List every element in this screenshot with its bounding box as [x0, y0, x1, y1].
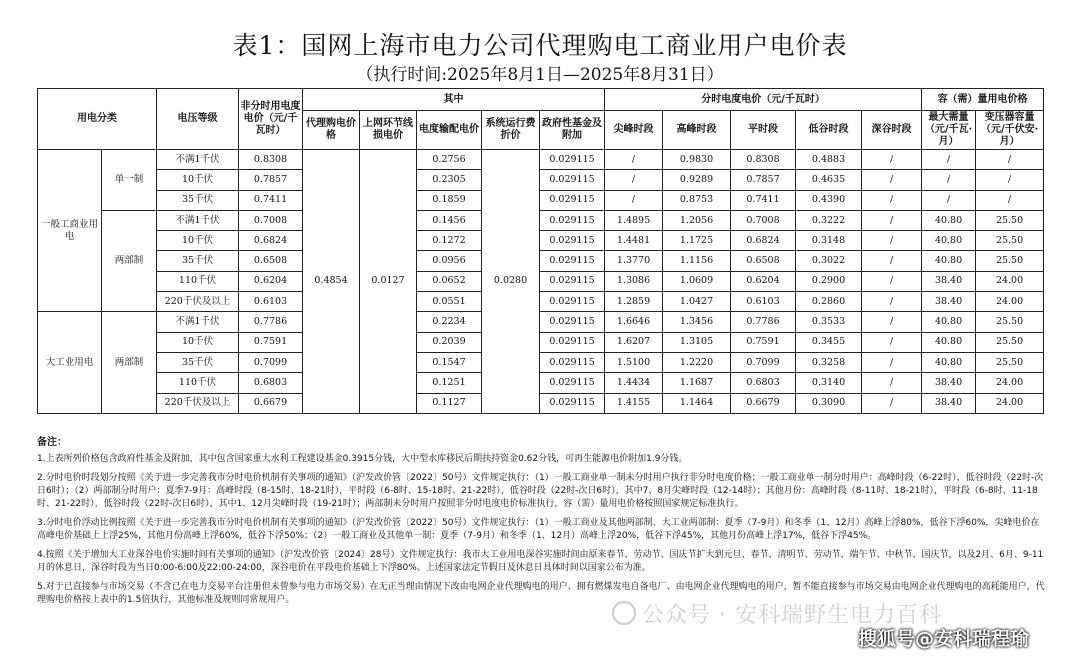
valley-cell: 0.3140	[796, 373, 862, 393]
trans-cell: /	[976, 150, 1044, 170]
flat-cell: 0.6508	[731, 251, 796, 271]
price-table-body	[38, 150, 1044, 414]
trans-cell: /	[976, 190, 1044, 210]
demand-cell: /	[922, 190, 976, 210]
notes-title: 备注：	[37, 437, 67, 448]
flat-cell: 0.7008	[731, 210, 796, 230]
transmission-cell: 0.2756	[417, 150, 482, 170]
table-row	[38, 312, 1044, 332]
valley-cell: 0.4635	[796, 170, 862, 190]
valley-cell: 0.2860	[796, 292, 862, 312]
header-deep-valley: 深谷时段	[862, 111, 922, 150]
valley-cell: 0.2900	[796, 271, 862, 291]
watermark-text: 公众号 · 安科瑞野生电力百科	[642, 603, 942, 628]
peak-cell: /	[605, 170, 663, 190]
high-cell: 1.2056	[663, 210, 731, 230]
trans-cell: 25.50	[976, 352, 1044, 372]
valley-cell: 0.3222	[796, 210, 862, 230]
peak-cell: 1.6646	[605, 312, 663, 332]
table-row	[38, 332, 1044, 352]
demand-cell: 38.40	[922, 373, 976, 393]
note-item: 5.对于已直接参与市场交易（不含已在电力交易平台注册但未曾参与电力市场交易）在无正当理由情况下改由电网企业代理购电的用户、拥有燃煤发电自备电厂、由电网企业代理购电的用户，暂不能直接参与市场交易由电网企业代理购电的高耗能用户，代理购电价格按上表中的1.5倍执行，其他标准及规则同常规用户。	[37, 582, 1045, 605]
transmission-cell: 0.1251	[417, 373, 482, 393]
header-tou: 分时电度电价（元/千瓦时）	[605, 89, 922, 111]
gov-fund-cell: 0.029115	[540, 231, 605, 251]
trans-cell: 25.50	[976, 312, 1044, 332]
price-table	[37, 88, 1044, 414]
high-cell: 1.3456	[663, 312, 731, 332]
demand-cell: /	[922, 170, 976, 190]
deep-cell: /	[862, 251, 922, 271]
gov-fund-cell: 0.029115	[540, 292, 605, 312]
transmission-cell: 0.0652	[417, 271, 482, 291]
gov-fund-cell: 0.029115	[540, 210, 605, 230]
voltage-cell: 110千伏	[157, 373, 239, 393]
high-cell: 0.9289	[663, 170, 731, 190]
deep-cell: /	[862, 271, 922, 291]
non-tou-cell: 0.7591	[239, 332, 303, 352]
voltage-cell: 不满1千伏	[157, 210, 239, 230]
valley-cell: 0.3455	[796, 332, 862, 352]
demand-cell: 40.80	[922, 251, 976, 271]
non-tou-cell: 0.7411	[239, 190, 303, 210]
high-cell: 1.1725	[663, 231, 731, 251]
valley-cell: 0.4883	[796, 150, 862, 170]
deep-cell: /	[862, 393, 922, 413]
table-row	[38, 170, 1044, 190]
flat-cell: 0.6103	[731, 292, 796, 312]
voltage-cell: 220千伏及以上	[157, 292, 239, 312]
deep-cell: /	[862, 352, 922, 372]
header-gov-fund: 政府性基金及附加	[540, 111, 605, 150]
peak-cell: 1.2859	[605, 292, 663, 312]
note-item: 3.分时电价浮动比例按照《关于进一步完善我市分时电价机制有关事项的通知》（沪发改价管〔2022〕50号）文件规定执行：（1）一般工商业及其他两部制、大工业两部制：夏季（7-9月）和冬季（1、12月）高峰上浮80%，低谷下浮60%，尖峰电价在高峰电价基础上上浮25%，其他月份高峰上浮60%，低谷下浮50%；（2）一般工商业及其他单一制：夏季（7-9月）和冬季（1、12月）高峰上浮20%，低谷下浮45%，其他月份高峰上浮17%，低谷下浮45%。	[37, 518, 1040, 541]
trans-cell: /	[976, 170, 1044, 190]
demand-cell: /	[922, 150, 976, 170]
demand-cell: 38.40	[922, 292, 976, 312]
demand-cell: 38.40	[922, 393, 976, 413]
subcategory-large-two-part: 两部制	[102, 312, 157, 413]
voltage-cell: 10千伏	[157, 170, 239, 190]
non-tou-cell: 0.6824	[239, 231, 303, 251]
valley-cell: 0.3090	[796, 393, 862, 413]
header-loss: 上网环节线损电价	[360, 111, 417, 150]
table-row	[38, 231, 1044, 251]
peak-cell: 1.6207	[605, 332, 663, 352]
high-cell: 0.8753	[663, 190, 731, 210]
transmission-cell: 0.2039	[417, 332, 482, 352]
flat-cell: 0.7411	[731, 190, 796, 210]
header-category: 用电分类	[38, 89, 157, 150]
flat-cell: 0.7857	[731, 170, 796, 190]
high-cell: 1.0427	[663, 292, 731, 312]
transmission-cell: 0.1127	[417, 393, 482, 413]
page-title: 表1：国网上海市电力公司代理购电工商业用户电价表	[232, 31, 848, 60]
flat-cell: 0.6204	[731, 271, 796, 291]
peak-cell: /	[605, 190, 663, 210]
voltage-cell: 220千伏及以上	[157, 393, 239, 413]
category-general: 一般工商业用电	[38, 150, 102, 312]
header-non-tou: 非分时用电度电价（元/千瓦时）	[239, 89, 303, 150]
non-tou-cell: 0.7857	[239, 170, 303, 190]
valley-cell: 0.3148	[796, 231, 862, 251]
deep-cell: /	[862, 150, 922, 170]
non-tou-cell: 0.6103	[239, 292, 303, 312]
trans-cell: 24.00	[976, 373, 1044, 393]
header-system-fee: 系统运行费折价	[482, 111, 540, 150]
trans-cell: 25.50	[976, 251, 1044, 271]
demand-cell: 40.80	[922, 231, 976, 251]
peak-cell: 1.4155	[605, 393, 663, 413]
voltage-cell: 10千伏	[157, 332, 239, 352]
flat-cell: 0.6824	[731, 231, 796, 251]
header-transformer: 变压器容量（元/千伏安·月）	[976, 111, 1044, 150]
gov-fund-cell: 0.029115	[540, 312, 605, 332]
deep-cell: /	[862, 312, 922, 332]
gov-fund-cell: 0.029115	[540, 150, 605, 170]
gov-fund-cell: 0.029115	[540, 271, 605, 291]
header-of-which: 其中	[303, 89, 605, 111]
category-large: 大工业用电	[38, 312, 102, 413]
peak-cell: 1.3770	[605, 251, 663, 271]
table-row	[38, 292, 1044, 312]
voltage-cell: 不满1千伏	[157, 312, 239, 332]
table-row	[38, 210, 1044, 230]
source-label: 搜狐号@安科瑞程瑜	[858, 628, 1030, 650]
note-item: 4.按照《关于增加大工业深谷电价实施时间有关事项的通知》（沪发改价管〔2024〕28号）文件规定执行：我市大工业用电深谷实施时间由原来春节、劳动节、国庆节扩大到元旦、春节、清明节、劳动节、端午节、中秋节、国庆节，以及2月、6月、9-11月的休息日，深谷时段为当日0:00-6:00及22:00-24:00，深谷电价在平段电价基础上下浮80%。上述国家法定节假日及休息日具体时间以国家公布为准。	[37, 550, 1044, 573]
header-capacity: 容（需）量用电价格	[922, 89, 1044, 111]
trans-cell: 25.50	[976, 210, 1044, 230]
deep-cell: /	[862, 170, 922, 190]
demand-cell: 40.80	[922, 352, 976, 372]
non-tou-cell: 0.8308	[239, 150, 303, 170]
demand-cell: 40.80	[922, 332, 976, 352]
demand-cell: 40.80	[922, 210, 976, 230]
shared-loss-cell: 0.0127	[360, 150, 417, 414]
header-proxy: 代理购电价格	[303, 111, 360, 150]
non-tou-cell: 0.7099	[239, 352, 303, 372]
transmission-cell: 0.2305	[417, 170, 482, 190]
table-row	[38, 251, 1044, 271]
gov-fund-cell: 0.029115	[540, 170, 605, 190]
table-row	[38, 271, 1044, 291]
voltage-cell: 10千伏	[157, 231, 239, 251]
gov-fund-cell: 0.029115	[540, 251, 605, 271]
table-row	[38, 373, 1044, 393]
high-cell: 1.1687	[663, 373, 731, 393]
gov-fund-cell: 0.029115	[540, 373, 605, 393]
high-cell: 1.0609	[663, 271, 731, 291]
transmission-cell: 0.1272	[417, 231, 482, 251]
non-tou-cell: 0.6803	[239, 373, 303, 393]
header-transmission: 电度输配电价	[417, 111, 482, 150]
voltage-cell: 35千伏	[157, 352, 239, 372]
voltage-cell: 35千伏	[157, 190, 239, 210]
non-tou-cell: 0.7786	[239, 312, 303, 332]
deep-cell: /	[862, 210, 922, 230]
voltage-cell: 110千伏	[157, 271, 239, 291]
table-row	[38, 150, 1044, 170]
trans-cell: 25.50	[976, 231, 1044, 251]
header-high: 高峰时段	[663, 111, 731, 150]
gov-fund-cell: 0.029115	[540, 393, 605, 413]
notes-section	[37, 436, 1045, 613]
demand-cell: 40.80	[922, 312, 976, 332]
peak-cell: 1.5100	[605, 352, 663, 372]
high-cell: 0.9830	[663, 150, 731, 170]
valley-cell: 0.3022	[796, 251, 862, 271]
peak-cell: 1.4481	[605, 231, 663, 251]
note-item: 2.分时电价时段划分按照《关于进一步完善我市分时电价机制有关事项的通知》（沪发改价管〔2022〕50号）文件规定执行：（1）一般工商业单一制未分时用户执行非分时电度价格；一般工商业单一制分时用户：高峰时段（6-22时），低谷时段（22时-次日6时）；（2）两部制分时用户：夏季7-9月：高峰时段（8-15时、18-21时），平时段（6-8时、15-18时、21-22时），低谷时段（22时-次日6时），其中7、8月尖峰时段（12-14时）；其他月份：高峰时段（8-11时、18-21时），平时段（6-8时、11-18时、21-22时），低谷时段（22时-次日6时），其中1、12月尖峰时段（19-21时）；两部制未分时用户按照非分时电度电价标准执行，容（需）量用电价格按照国家规定标准执行。	[37, 473, 1044, 509]
trans-cell: 24.00	[976, 292, 1044, 312]
peak-cell: 1.3086	[605, 271, 663, 291]
flat-cell: 0.6803	[731, 373, 796, 393]
note-item: 1.上表所列价格包含政府性基金及附加，其中包含国家重大水利工程建设基金0.3915分钱，大中型水库移民后期扶持资金0.62分钱，可再生能源电价附加1.9分钱。	[37, 454, 688, 464]
subcategory-single: 单一制	[102, 150, 157, 211]
transmission-cell: 0.0956	[417, 251, 482, 271]
transmission-cell: 0.1456	[417, 210, 482, 230]
peak-cell: 1.4895	[605, 210, 663, 230]
flat-cell: 0.7099	[731, 352, 796, 372]
shared-proxy-cell: 0.4854	[303, 150, 360, 414]
non-tou-cell: 0.6679	[239, 393, 303, 413]
transmission-cell: 0.1547	[417, 352, 482, 372]
high-cell: 1.1464	[663, 393, 731, 413]
subcategory-two-part: 两部制	[102, 210, 157, 311]
peak-cell: 1.4434	[605, 373, 663, 393]
shared-system-fee-cell: 0.0280	[482, 150, 540, 414]
transmission-cell: 0.1859	[417, 190, 482, 210]
deep-cell: /	[862, 332, 922, 352]
gov-fund-cell: 0.029115	[540, 352, 605, 372]
trans-cell: 24.00	[976, 393, 1044, 413]
table-row	[38, 352, 1044, 372]
high-cell: 1.3105	[663, 332, 731, 352]
demand-cell: 38.40	[922, 271, 976, 291]
gov-fund-cell: 0.029115	[540, 190, 605, 210]
valley-cell: 0.4390	[796, 190, 862, 210]
flat-cell: 0.7591	[731, 332, 796, 352]
trans-cell: 25.50	[976, 332, 1044, 352]
peak-cell: /	[605, 150, 663, 170]
page-subtitle: （执行时间:2025年8月1日—2025年8月31日）	[356, 65, 724, 85]
flat-cell: 0.6679	[731, 393, 796, 413]
deep-cell: /	[862, 231, 922, 251]
transmission-cell: 0.2234	[417, 312, 482, 332]
wechat-icon	[612, 601, 636, 625]
table-row	[38, 190, 1044, 210]
header-max-demand: 最大需量（元/千瓦·月）	[922, 111, 976, 150]
gov-fund-cell: 0.029115	[540, 332, 605, 352]
trans-cell: 24.00	[976, 271, 1044, 291]
deep-cell: /	[862, 292, 922, 312]
table-row	[38, 393, 1044, 413]
valley-cell: 0.3533	[796, 312, 862, 332]
header-voltage: 电压等级	[157, 89, 239, 150]
voltage-cell: 35千伏	[157, 251, 239, 271]
deep-cell: /	[862, 373, 922, 393]
header-valley: 低谷时段	[796, 111, 862, 150]
non-tou-cell: 0.6204	[239, 271, 303, 291]
flat-cell: 0.7786	[731, 312, 796, 332]
non-tou-cell: 0.6508	[239, 251, 303, 271]
valley-cell: 0.3258	[796, 352, 862, 372]
voltage-cell: 不满1千伏	[157, 150, 239, 170]
non-tou-cell: 0.7008	[239, 210, 303, 230]
deep-cell: /	[862, 190, 922, 210]
transmission-cell: 0.0551	[417, 292, 482, 312]
high-cell: 1.2220	[663, 352, 731, 372]
header-peak: 尖峰时段	[605, 111, 663, 150]
high-cell: 1.1156	[663, 251, 731, 271]
header-flat: 平时段	[731, 111, 796, 150]
flat-cell: 0.8308	[731, 150, 796, 170]
